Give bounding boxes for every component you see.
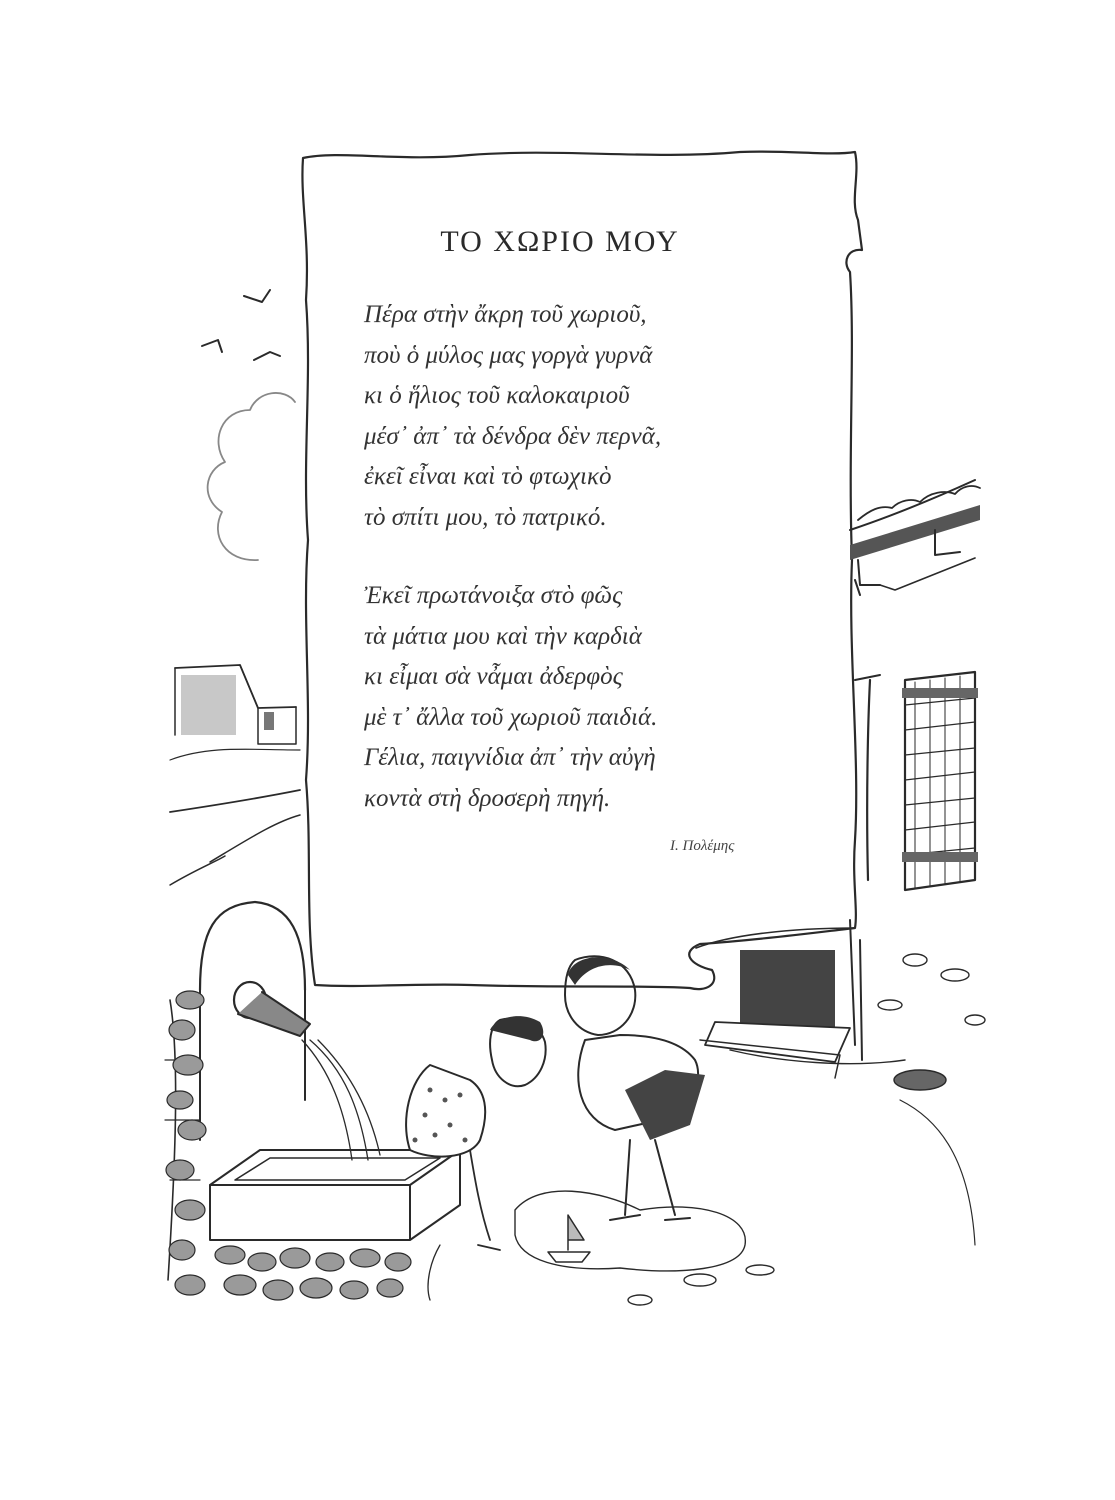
birds-icon (202, 290, 280, 360)
poem-line: Γέλια, παιγνίδια ἀπ᾽ τὴν αὐγὴ (364, 744, 656, 771)
toy-boat-icon (548, 1215, 590, 1262)
poem-line: ποὺ ὁ μύλος μας γοργὰ γυρνᾶ (364, 341, 653, 369)
distant-house-icon (170, 665, 300, 760)
poem-title: ΤΟ ΧΩΡΙΟ ΜΟΥ (440, 225, 680, 258)
poem-line: μέσ᾽ ἀπ᾽ τὰ δένδρα δὲν περνᾶ, (364, 422, 662, 450)
poem-line: Πέρα στὴν ἄκρη τοῦ χωριοῦ, (364, 301, 647, 328)
poem-author: Ι. Πολέμης (670, 838, 735, 854)
poem-line: κοντὰ στὴ δροσερὴ πηγή. (364, 784, 611, 812)
poem-line: κι ὁ ἥλιος τοῦ καλοκαιριοῦ (364, 382, 630, 409)
girl-icon (565, 956, 705, 1220)
stanza-2 (364, 576, 820, 819)
shutter-icon (902, 672, 978, 890)
boy-icon (406, 1016, 546, 1250)
poem-line: τὸ σπίτι μου, τὸ πατρικό. (364, 503, 607, 531)
cloud-icon (208, 393, 295, 560)
poem-line: ἐκεῖ εἶναι καὶ τὸ φτωχικὸ (364, 463, 612, 490)
poem-line: Ἐκεῖ πρωτάνοιξα στὸ φῶς (364, 582, 623, 609)
poem-line: τὰ μάτια μου καὶ τὴν καρδιὰ (364, 622, 642, 650)
stanza-1 (364, 295, 820, 538)
poem-block (300, 225, 820, 857)
poem-line: κι εἶμαι σὰ νἆμαι ἀδερφὸς (364, 663, 623, 690)
poem-line: μὲ τ᾽ ἄλλα τοῦ χωριοῦ παιδιά. (364, 703, 658, 731)
